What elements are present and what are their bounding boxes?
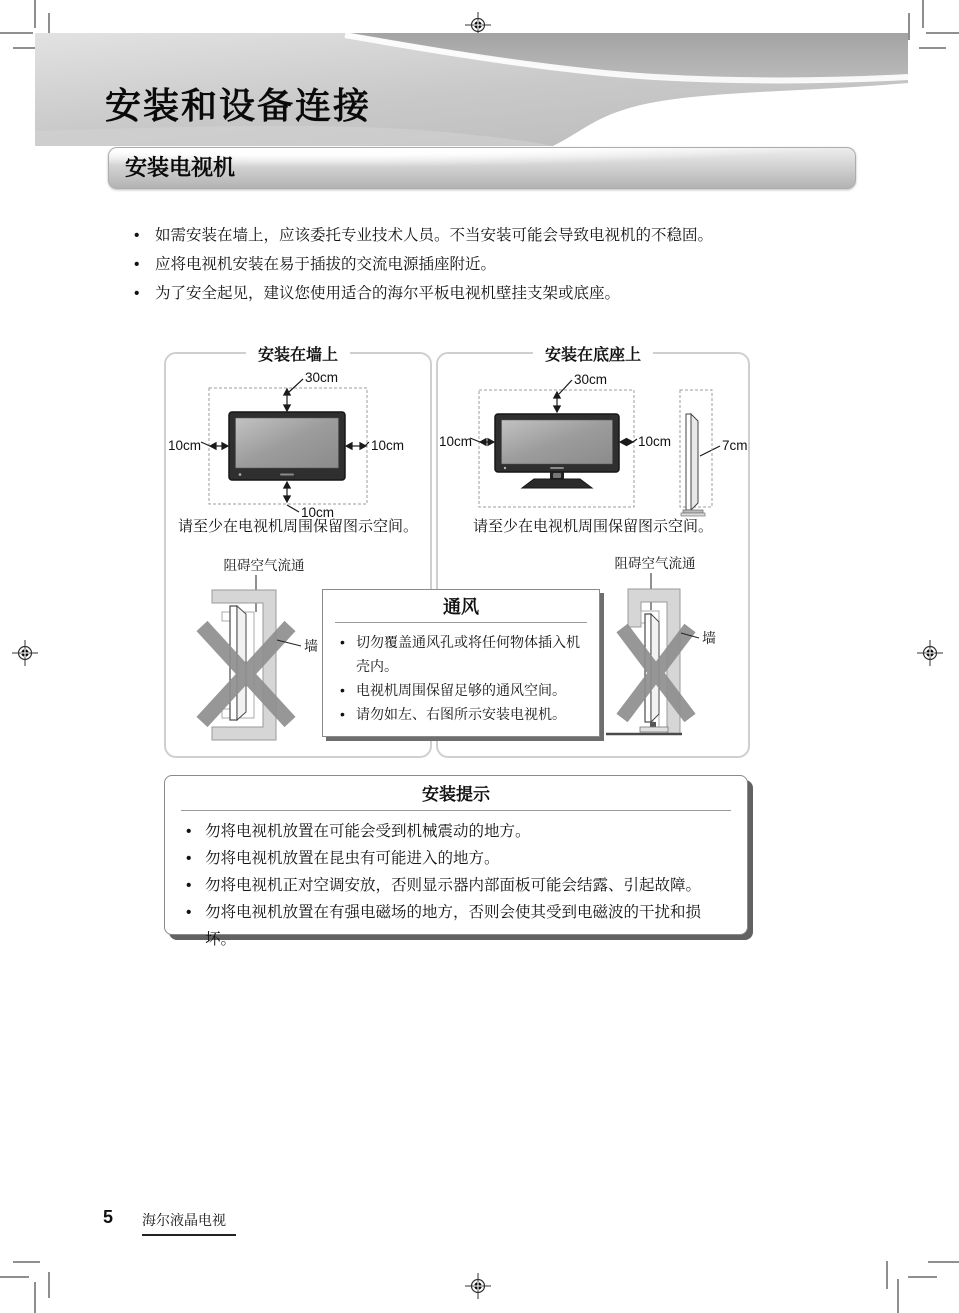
stand-airflow-warning-diagram: [598, 550, 748, 750]
stand-right-clearance-label: 10cm: [638, 434, 672, 449]
wall-left-clearance-label: 10cm: [168, 438, 202, 453]
intro-bullet: • 应将电视机安装在易于插拔的交流电源插座附近。: [128, 250, 876, 279]
wall-mount-clearance-diagram: [166, 362, 430, 532]
tips-box-title: 安装提示: [422, 785, 490, 804]
wall-right-clearance-label: 10cm: [371, 438, 405, 453]
crop-mark: [13, 1261, 40, 1263]
intro-bullet: • 为了安全起见，建议您使用适合的海尔平板电视机壁挂支架或底座。: [128, 279, 876, 308]
wall-panel-caption: 请至少在电视机周围保留图示空间。: [177, 518, 418, 535]
crop-mark: [0, 32, 33, 34]
wall-bottom-clearance-label: 10cm: [301, 505, 335, 520]
stand-side-clearance-label: 7cm: [722, 438, 748, 453]
crop-mark: [48, 1272, 50, 1298]
page-number: 5: [103, 1207, 114, 1227]
tips-bullet: • 勿将电视机放置在有强电磁场的地方，否则会使其受到电磁波的干扰和损坏。: [181, 899, 731, 953]
crop-mark: [922, 0, 924, 28]
stand-mount-clearance-diagram: [438, 362, 752, 532]
installation-tips-box: [164, 775, 748, 948]
tv-front-illustration: [229, 412, 345, 480]
ventilation-bullet: • 电视机周围保留足够的通风空间。: [335, 678, 587, 702]
footer-brand: 海尔液晶电视: [142, 1210, 236, 1236]
tips-bullet: • 勿将电视机正对空调安放，否则显示器内部面板可能会结露、引起故障。: [181, 872, 731, 899]
crop-mark: [928, 1261, 959, 1263]
stand-left-clearance-label: 10cm: [439, 434, 473, 449]
divider: [335, 622, 587, 623]
crop-mark: [34, 0, 36, 28]
crop-mark: [908, 1276, 937, 1278]
ventilation-bullet: • 请勿如左、右图所示安装电视机。: [335, 702, 587, 726]
ventilation-note-box: [322, 589, 600, 737]
crop-mark: [897, 1279, 899, 1313]
crop-mark: [926, 32, 959, 34]
tips-bullet: • 勿将电视机放置在可能会受到机械震动的地方。: [181, 818, 731, 845]
registration-mark-icon: [465, 1273, 491, 1299]
crop-mark: [908, 13, 910, 40]
wall-top-clearance-label: 30cm: [305, 370, 339, 385]
registration-mark-icon: [12, 640, 38, 666]
tv-front-illustration: [495, 414, 619, 488]
crop-mark: [34, 1282, 36, 1313]
crop-mark: [886, 1261, 888, 1289]
tips-bullet: • 勿将电视机放置在昆虫有可能进入的地方。: [181, 845, 731, 872]
registration-mark-icon: [917, 640, 943, 666]
ventilation-box-title: 通风: [443, 597, 479, 617]
airflow-warning-label: 阻碍空气流通: [223, 558, 305, 573]
crop-mark: [919, 47, 946, 49]
stand-panel-title: 安装在底座上: [533, 342, 653, 365]
intro-bullet-list: [128, 221, 876, 308]
wall-panel-title: 安装在墙上: [246, 342, 350, 365]
section-title: 安装电视机: [125, 155, 236, 180]
stand-top-clearance-label: 30cm: [574, 372, 608, 387]
wall-label: 墙: [702, 630, 716, 646]
section-header-bar: [108, 147, 856, 189]
ventilation-bullet: • 切勿覆盖通风孔或将任何物体插入机壳内。: [335, 630, 587, 678]
crop-mark: [0, 1276, 29, 1278]
divider: [181, 810, 731, 811]
stand-panel-caption: 请至少在电视机周围保留图示空间。: [472, 518, 713, 535]
intro-bullet: • 如需安装在墙上，应该委托专业技术人员。不当安装可能会导致电视机的不稳固。: [128, 221, 876, 250]
wall-label: 墙: [304, 638, 318, 654]
airflow-warning-label: 阻碍空气流通: [614, 556, 696, 571]
page-title: 安装和设备连接: [105, 85, 372, 126]
